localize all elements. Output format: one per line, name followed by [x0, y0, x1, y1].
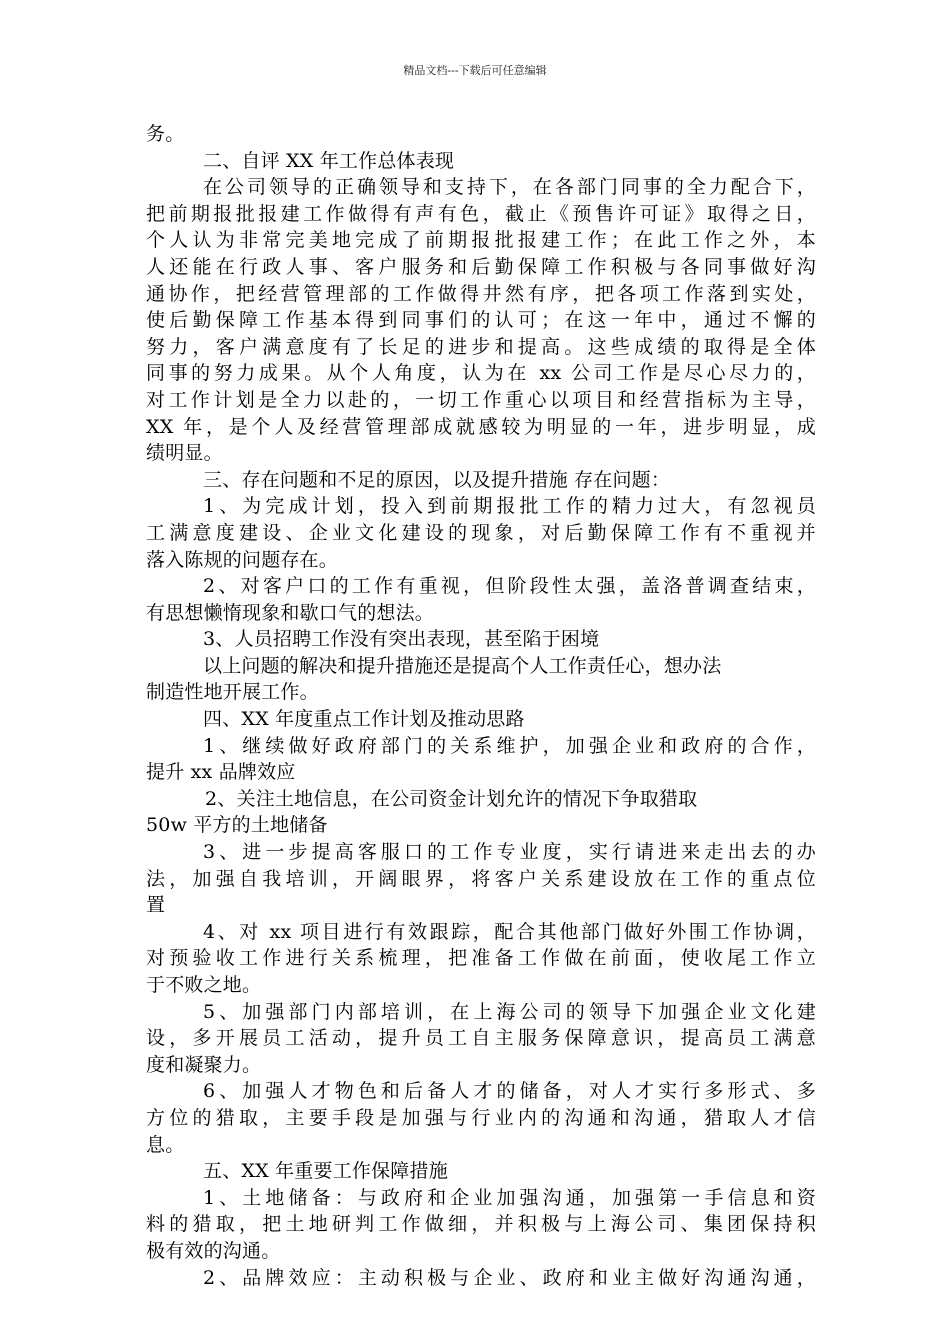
text-line: 2、品牌效应：主动积极与企业、政府和业主做好沟通沟通， — [203, 1266, 816, 1289]
text-line: 4、对 xx 项目进行有效跟踪，配合其他部门做好外围工作协调， — [203, 920, 816, 943]
text-line: 提升 xx 品牌效应 — [146, 761, 296, 784]
text-line: 方位的猎取，主要手段是加强与行业内的沟通和沟通，猎取人才信 — [146, 1106, 816, 1129]
text-line: 以上问题的解决和提升措施还是提高个人工作责任心，想办法 — [203, 654, 722, 677]
text-line: 工满意度建设、企业文化建设的现象，对后勤保障工作有不重视并 — [146, 521, 816, 544]
document-body — [146, 121, 816, 1291]
text-line: 对预验收工作进行关系梳理，把准备工作做在前面，使收尾工作立 — [146, 947, 816, 970]
text-line: 在公司领导的正确领导和支持下，在各部门同事的全力配合下， — [203, 176, 816, 199]
text-line: XX 年，是个人及经营管理部成就感较为明显的一年，进步明显，成 — [146, 415, 816, 438]
text-line: 置 — [146, 894, 166, 917]
text-line: 对工作计划是全力以赴的，一切工作重心以项目和经营指标为主导， — [146, 388, 816, 411]
page-header: 精品文档---下载后可任意编辑 — [403, 64, 547, 77]
text-line: 努力，客户满意度有了长足的进步和提高。这些成绩的取得是全体 — [146, 335, 816, 358]
text-line: 极有效的沟通。 — [146, 1239, 281, 1262]
text-line: 五、XX 年重要工作保障措施 — [203, 1160, 448, 1183]
text-line: 绩明显。 — [146, 442, 223, 465]
text-line: 落入陈规的问题存在。 — [146, 548, 339, 571]
text-line: 5、加强部门内部培训，在上海公司的领导下加强企业文化建 — [203, 1000, 816, 1023]
text-line: 于不败之地。 — [146, 974, 262, 996]
text-line: 6、加强人才物色和后备人才的储备，对人才实行多形式、多 — [203, 1080, 816, 1103]
text-line: 二、自评 XX 年工作总体表现 — [203, 149, 455, 172]
text-line: 3、人员招聘工作没有突出表现，甚至陷于困境 — [203, 628, 600, 651]
text-line: 四、XX 年度重点工作计划及推动思路 — [203, 708, 525, 731]
text-line: 设，多开展员工活动，提升员工自主服务保障意识，提高员工满意 — [146, 1027, 816, 1050]
text-line: 个人认为非常完美地完成了前期报批报建工作；在此工作之外，本 — [146, 229, 816, 252]
text-line: 息。 — [146, 1133, 185, 1156]
text-line: 度和凝聚力。 — [146, 1053, 262, 1076]
text-line: 同事的努力成果。从个人角度，认为在 xx 公司工作是尽心尽力的， — [146, 362, 816, 385]
text-line: 料的猎取，把土地研判工作做细，并积极与上海公司、集团保持积 — [146, 1213, 816, 1236]
text-line: 2、关注土地信息，在公司资金计划允许的情况下争取猎取 — [205, 787, 698, 810]
text-line: 人还能在行政人事、客户服务和后勤保障工作积极与各同事做好沟 — [146, 255, 816, 278]
text-line: 务。 — [146, 123, 185, 145]
text-line: 制造性地开展工作。 — [146, 681, 319, 704]
text-line: 1、为完成计划，投入到前期报批工作的精力过大，有忽视员 — [203, 495, 816, 518]
text-line: 有思想懒惰现象和歇口气的想法。 — [146, 601, 435, 624]
text-line: 把前期报批报建工作做得有声有色，截止《预售许可证》取得之日， — [146, 202, 816, 225]
text-line: 通协作，把经营管理部的工作做得井然有序，把各项工作落到实处， — [146, 282, 816, 305]
text-line: 3、进一步提高客服口的工作专业度，实行请进来走出去的办 — [203, 841, 816, 864]
text-line: 使后勤保障工作基本得到同事们的认可；在这一年中，通过不懈的 — [146, 309, 816, 332]
text-line: 三、存在问题和不足的原因，以及提升措施 存在问题： — [203, 468, 671, 491]
text-line: 1、土地储备：与政府和企业加强沟通，加强第一手信息和资 — [203, 1186, 816, 1209]
text-line: 法，加强自我培训，开阔眼界，将客户关系建设放在工作的重点位 — [146, 867, 816, 890]
text-line: 2、对客户口的工作有重视，但阶段性太强，盖洛普调查结束， — [203, 575, 816, 598]
text-line: 50w 平方的土地储备 — [146, 814, 328, 837]
text-line: 1、继续做好政府部门的关系维护，加强企业和政府的合作， — [203, 734, 816, 757]
